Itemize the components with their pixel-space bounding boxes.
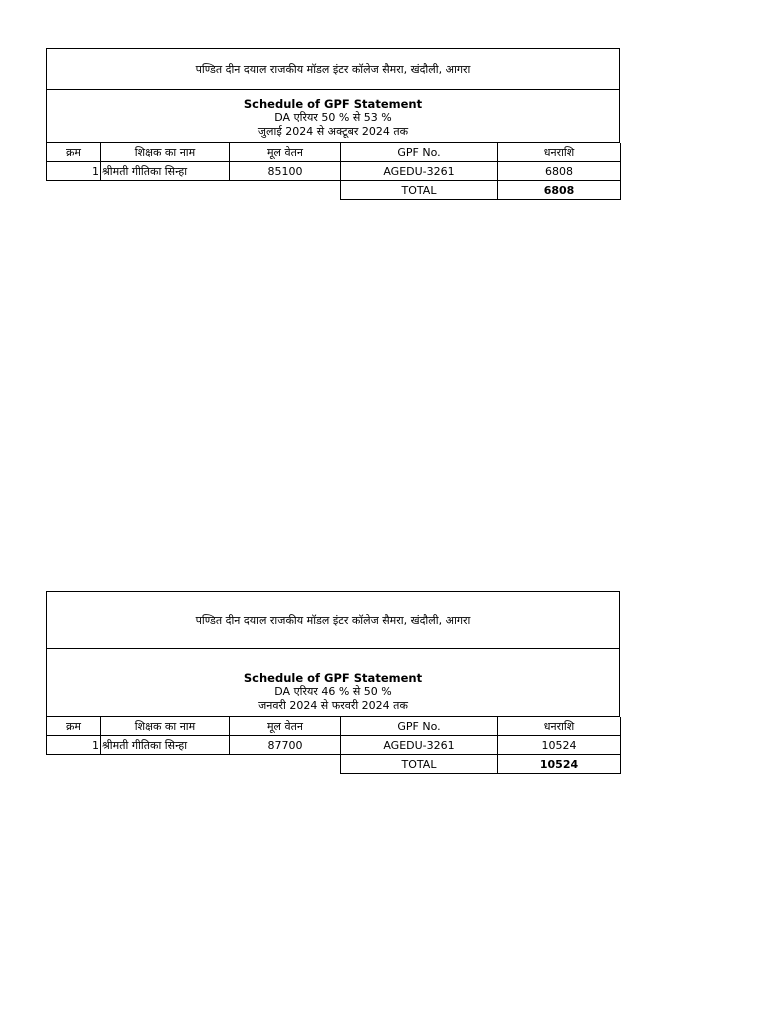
cell-gpf-no: AGEDU-3261 — [341, 736, 498, 755]
total-label: TOTAL — [341, 755, 498, 774]
col-header-teacher-name: शिक्षक का नाम — [101, 143, 230, 162]
col-header-serial: क्रम — [47, 717, 101, 736]
table-header-row — [47, 717, 621, 736]
col-header-gpf-no: GPF No. — [341, 717, 498, 736]
college-title: पण्डित दीन दयाल राजकीय मॉडल इंटर कॉलेज सैमरा, खंदौली, आगरा — [195, 613, 471, 627]
da-range-line: DA एरियर 50 % से 53 % — [274, 111, 392, 124]
total-row — [47, 181, 621, 200]
cell-amount: 10524 — [498, 736, 621, 755]
gpf-statement-2 — [46, 591, 620, 774]
table-header-row — [47, 143, 621, 162]
cell-basic-pay: 85100 — [230, 162, 341, 181]
college-title-box — [46, 591, 620, 649]
col-header-teacher-name: शिक्षक का नाम — [101, 717, 230, 736]
col-header-basic-pay: मूल वेतन — [230, 143, 341, 162]
cell-amount: 6808 — [498, 162, 621, 181]
total-row — [47, 755, 621, 774]
cell-teacher-name: श्रीमती गीतिका सिन्हा — [101, 736, 230, 755]
col-header-amount: धनराशि — [498, 143, 621, 162]
cell-teacher-name: श्रीमती गीतिका सिन्हा — [101, 162, 230, 181]
cell-serial: 1 — [47, 736, 101, 755]
col-header-basic-pay: मूल वेतन — [230, 717, 341, 736]
cell-gpf-no: AGEDU-3261 — [341, 162, 498, 181]
total-amount: 10524 — [498, 755, 621, 774]
table-row — [47, 736, 621, 755]
period-line: जुलाई 2024 से अक्टूबर 2024 तक — [257, 125, 409, 138]
col-header-serial: क्रम — [47, 143, 101, 162]
statement-heading-box — [46, 649, 620, 717]
college-title-box — [46, 48, 620, 90]
college-title: पण्डित दीन दयाल राजकीय मॉडल इंटर कॉलेज सैमरा, खंदौली, आगरा — [195, 62, 471, 76]
col-header-amount: धनराशि — [498, 717, 621, 736]
col-header-gpf-no: GPF No. — [341, 143, 498, 162]
statement-heading: Schedule of GPF Statement — [243, 97, 423, 111]
total-amount: 6808 — [498, 181, 621, 200]
statement-heading: Schedule of GPF Statement — [243, 671, 423, 685]
da-range-line: DA एरियर 46 % से 50 % — [274, 685, 392, 698]
cell-basic-pay: 87700 — [230, 736, 341, 755]
gpf-table — [46, 717, 621, 774]
gpf-statement-1 — [46, 48, 620, 200]
table-row — [47, 162, 621, 181]
period-line: जनवरी 2024 से फरवरी 2024 तक — [258, 699, 408, 712]
cell-serial: 1 — [47, 162, 101, 181]
total-label: TOTAL — [341, 181, 498, 200]
gpf-table — [46, 143, 621, 200]
statement-heading-box — [46, 90, 620, 143]
